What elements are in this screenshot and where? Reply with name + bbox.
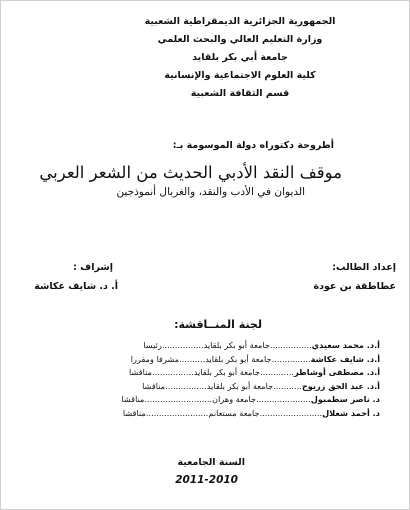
committee-row (40, 353, 380, 367)
dot-leader: .......................... (144, 394, 213, 405)
committee-row (40, 380, 380, 394)
member-university: جامعة وهران (212, 394, 257, 405)
member-name: أ.د. شايف عكاشة (310, 353, 380, 364)
member-role: مناقشا (121, 394, 145, 405)
university-line: جامعة أبي بكر بلقايد (192, 52, 288, 63)
member-name: د. أحمد شعلال (322, 407, 380, 418)
member-university: جامعة مستغانم (208, 407, 260, 418)
member-role: مشرفا ومقررا (130, 353, 180, 364)
thesis-intro: أطروحة دكتوراه دولة الموسومة بـ: (172, 140, 334, 151)
member-role: مناقشا (142, 380, 166, 391)
faculty-line: كلية العلوم الاجتماعية والإنسانية (164, 70, 316, 81)
dot-leader: .......... (179, 353, 206, 364)
member-role: مناقشا (122, 407, 146, 418)
member-name: أ.د. محمد سعيدي (311, 340, 380, 350)
member-role: رئيسا (143, 340, 162, 350)
thesis-subtitle: الديوان في الأدب والنقد، والغربال أنموذجين (116, 186, 305, 198)
committee-row (40, 393, 380, 407)
header-block (140, 13, 340, 103)
dot-leader: ........................ (145, 407, 209, 418)
dot-leader: ............. (260, 367, 294, 378)
member-university: جامعة أبو بكر بلقايد (193, 367, 261, 378)
committee-row (40, 339, 380, 353)
dot-leader: ................ (152, 367, 194, 378)
dot-leader: ................ (161, 340, 204, 350)
committee-row (40, 407, 380, 421)
student-name: عطاطقة بن عودة (313, 281, 396, 292)
dot-leader: ................ (165, 380, 207, 391)
dot-leader: ............... (271, 353, 311, 364)
member-name: د. ناصر سطمبول (310, 394, 380, 405)
dot-leader: ................ (269, 340, 312, 350)
academic-year-value: 2011-2010 (175, 474, 238, 486)
member-role: مناقشا (128, 367, 153, 378)
member-university: جامعة أبو بكر بلقايد (205, 353, 272, 364)
supervisor-name: أ. د. شايف عكاشة (34, 281, 118, 292)
dot-leader: ........... (273, 380, 302, 391)
thesis-title: موقف النقد الأدبي الحديث من الشعر العربي (39, 163, 342, 182)
dot-leader: ........................ (259, 407, 323, 418)
committee-row (40, 366, 380, 380)
member-name: أ.د. عبد الحق زريوح (301, 380, 380, 391)
member-university: جامعة أبو بكر بلقايد (206, 380, 274, 391)
department-line: قسم الثقافة الشعبية (190, 88, 290, 99)
republic-line: الجمهورية الجزائرية الديمقراطية الشعبية (144, 16, 336, 27)
dot-leader: ..................... (256, 394, 311, 405)
member-name: أ.د. مصطفى أوشاطر (293, 367, 380, 378)
committee-list (40, 339, 380, 421)
academic-year-label: السنة الجامعية (177, 457, 245, 468)
committee-title: لجنة المنــاقشة: (174, 318, 262, 331)
prepared-by-label: إعداد الطالب: (332, 262, 396, 273)
member-university: جامعة أبو بكر بلقايد (203, 340, 270, 350)
supervision-label: إشراف : (73, 262, 113, 273)
ministry-line: وزارة التعليم العالي والبحث العلمي (157, 34, 323, 45)
